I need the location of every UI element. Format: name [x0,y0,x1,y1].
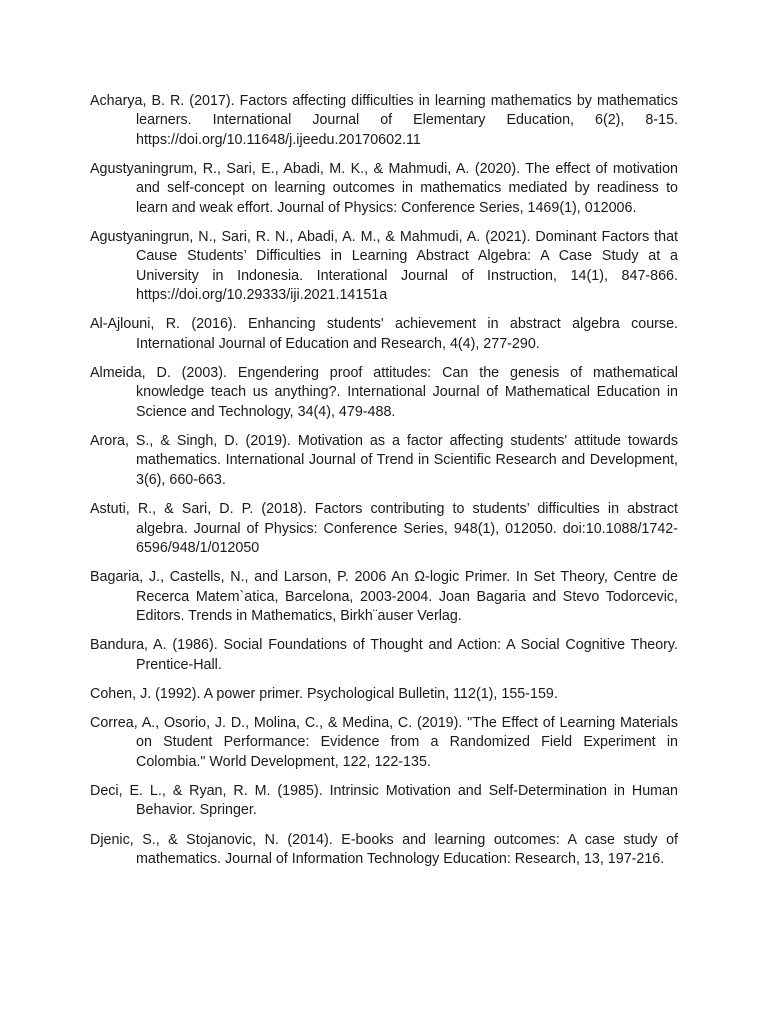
reference-entry: Agustyaningrun, N., Sari, R. N., Abadi, A. M., & Mahmudi, A. (2021). Dominant Factors that Cause Students’ Difficulties in Learning Abstract Algebra: A Case Study at a University in Indonesia. Interational Journal of Instruction, 14(1), 847-866. https://doi.org/10.29333/iji.2021.14151a [90,229,678,304]
reference-entry: Correa, A., Osorio, J. D., Molina, C., & Medina, C. (2019). "The Effect of Learning Materials on Student Performance: Evidence from a Randomized Field Experiment in Colombia." World Development, 122, 122-135. [90,714,678,770]
reference-entry: Arora, S., & Singh, D. (2019). Motivation as a factor affecting students' attitude towards mathematics. International Journal of Trend in Scientific Research and Development, 3(6), 660-663. [90,433,678,488]
reference-entry: Al-Ajlouni, R. (2016). Enhancing students' achievement in abstract algebra course. International Journal of Education and Research, 4(4), 277-290. [90,316,678,352]
reference-entry: Deci, E. L., & Ryan, R. M. (1985). Intrinsic Motivation and Self-Determination in Human Behavior. Springer. [90,782,678,819]
reference-entry: Astuti, R., & Sari, D. P. (2018). Factors contributing to students’ difficulties in abstract algebra. Journal of Physics: Conference Series, 948(1), 012050. doi:10.1088/1742-6596/948/1/012050 [90,501,678,556]
reference-entry: Bagaria, J., Castells, N., and Larson, P. 2006 An Ω-logic Primer. In Set Theory, Centre de Recerca Matem`atica, Barcelona, 2003-2004. Joan Bagaria and Stevo Todorcevic, Editors. Trends in Mathematics, Birkh¨auser Verlag. [90,569,678,624]
reference-entry: Almeida, D. (2003). Engendering proof attitudes: Can the genesis of mathematical knowledge teach us anything?. International Journal of Mathematical Education in Science and Technology, 34(4), 479-488. [90,365,678,420]
reference-entry: Acharya, B. R. (2017). Factors affecting difficulties in learning mathematics by mathematics learners. International Journal of Elementary Education, 6(2), 8-15. https://doi.org/10.11648/j.ijeedu.20170602.11 [90,93,678,148]
reference-entry: Djenic, S., & Stojanovic, N. (2014). E-books and learning outcomes: A case study of mathematics. Journal of Information Technology Education: Research, 13, 197-216. [90,831,678,867]
reference-entry: Cohen, J. (1992). A power primer. Psychological Bulletin, 112(1), 155-159. [90,685,558,702]
reference-list [90,92,678,879]
reference-entry: Agustyaningrum, R., Sari, E., Abadi, M. K., & Mahmudi, A. (2020). The effect of motivation and self-concept on learning outcomes in mathematics mediated by readiness to learn and weak effort. Journal of Physics: Conference Series, 1469(1), 012006. [90,161,678,216]
reference-entry: Bandura, A. (1986). Social Foundations of Thought and Action: A Social Cognitive Theory. Prentice-Hall. [90,637,678,673]
